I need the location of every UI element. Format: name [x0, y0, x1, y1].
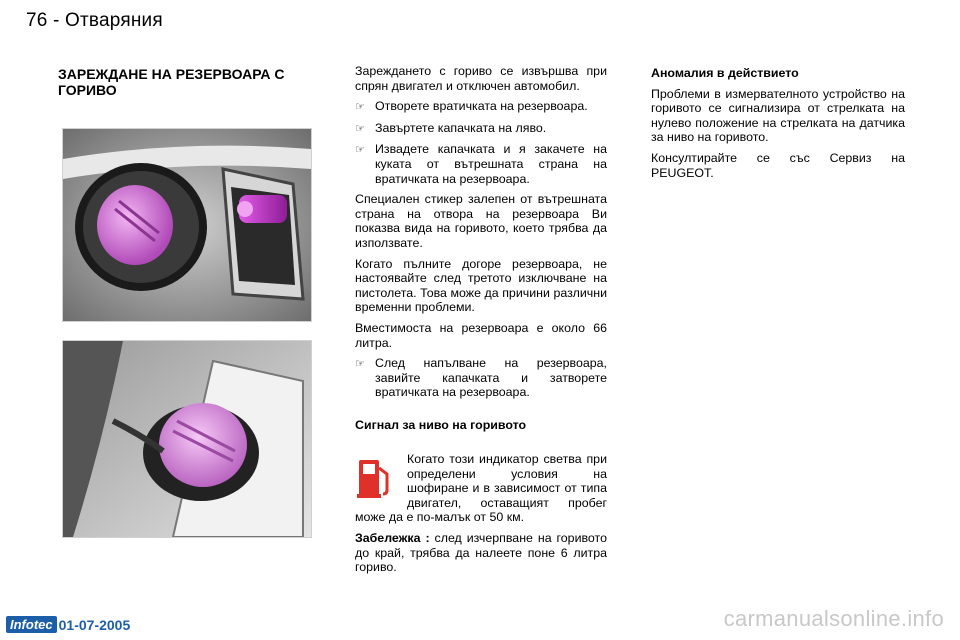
fuel-signal-title: Сигнал за ниво на горивото: [355, 418, 527, 432]
note-paragraph: [355, 531, 607, 575]
intro-text: Зареждането с гориво се извършва при спрян двигател и отключен автомобил.: [355, 64, 607, 93]
infotec-footer: [6, 616, 130, 633]
fuel-pump-icon: [355, 454, 401, 506]
step-item: ☞ След напълване на резервоара, завийте капачката и затворете вратичката на резервоара.: [355, 356, 607, 400]
watermark: carmanualsonline.info: [723, 606, 944, 631]
step-item: ☞ Завъртете капачката на ляво.: [355, 120, 547, 135]
service-text: Консултирайте се със Сервиз на PEUGEOT.: [651, 150, 905, 180]
header-separator: -: [53, 10, 60, 31]
fuel-door-open-photo: [62, 128, 312, 322]
step-item: ☞ Извадете капачката и я закачете на куката от вътрешната страна на вратичката на резервоара.: [355, 142, 607, 186]
note-label: Забележка :: [355, 530, 430, 545]
fuel-cap-illustration: [63, 341, 311, 537]
page-number: 76: [26, 10, 48, 31]
fuel-signal-text: Когато този индикатор светва при определени условия на шофиране и в зависимост от типа двигател, оставащият пробег може да е по-малък от 50 км.: [355, 452, 607, 525]
hand-pointer-icon: ☞: [355, 144, 365, 157]
sticker-text: Специален стикер залепен от вътрешната страна на отвора на резервоара Ви показва вида на горивото, което трябва да използвате.: [355, 192, 607, 250]
infotec-logo: Infotec: [6, 616, 57, 633]
hand-pointer-icon: ☞: [355, 101, 365, 114]
malfunction-text: Проблеми в измервателното устройство на горивото се сигнализира от стрелката на нулево положение на стрелката на датчика за ниво на горивото.: [651, 86, 905, 145]
edition-date: 01-07-2005: [58, 616, 131, 633]
note-text: след изчерпване на горивото до край, трябва да налеете поне 6 литра гориво.: [355, 530, 607, 575]
section-title: ЗАРЕЖДАНЕ НА РЕЗЕРВОАРА С ГОРИВО: [58, 66, 285, 98]
malfunction-section: [651, 66, 905, 186]
fuel-cap-removal-photo: [62, 340, 312, 538]
step-item: ☞ Отворете вратичката на резервоара.: [355, 99, 588, 114]
malfunction-title: Аномалия в действието: [651, 66, 799, 80]
hand-pointer-icon: ☞: [355, 358, 365, 371]
page-title: Отваряния: [65, 10, 163, 31]
page-header: [26, 10, 163, 32]
capacity-text: Вместимоста на резервоара е около 66 литра.: [355, 320, 607, 350]
refuelling-instructions: [355, 64, 607, 406]
fuel-signal-block: [355, 452, 607, 587]
filling-text: Когато пълните догоре резервоара, не настоявайте след третото изключване на пистолета. Това може да причини различни временни проблеми.: [355, 256, 607, 315]
fuel-door-illustration: [63, 129, 311, 321]
hand-pointer-icon: ☞: [355, 122, 365, 135]
